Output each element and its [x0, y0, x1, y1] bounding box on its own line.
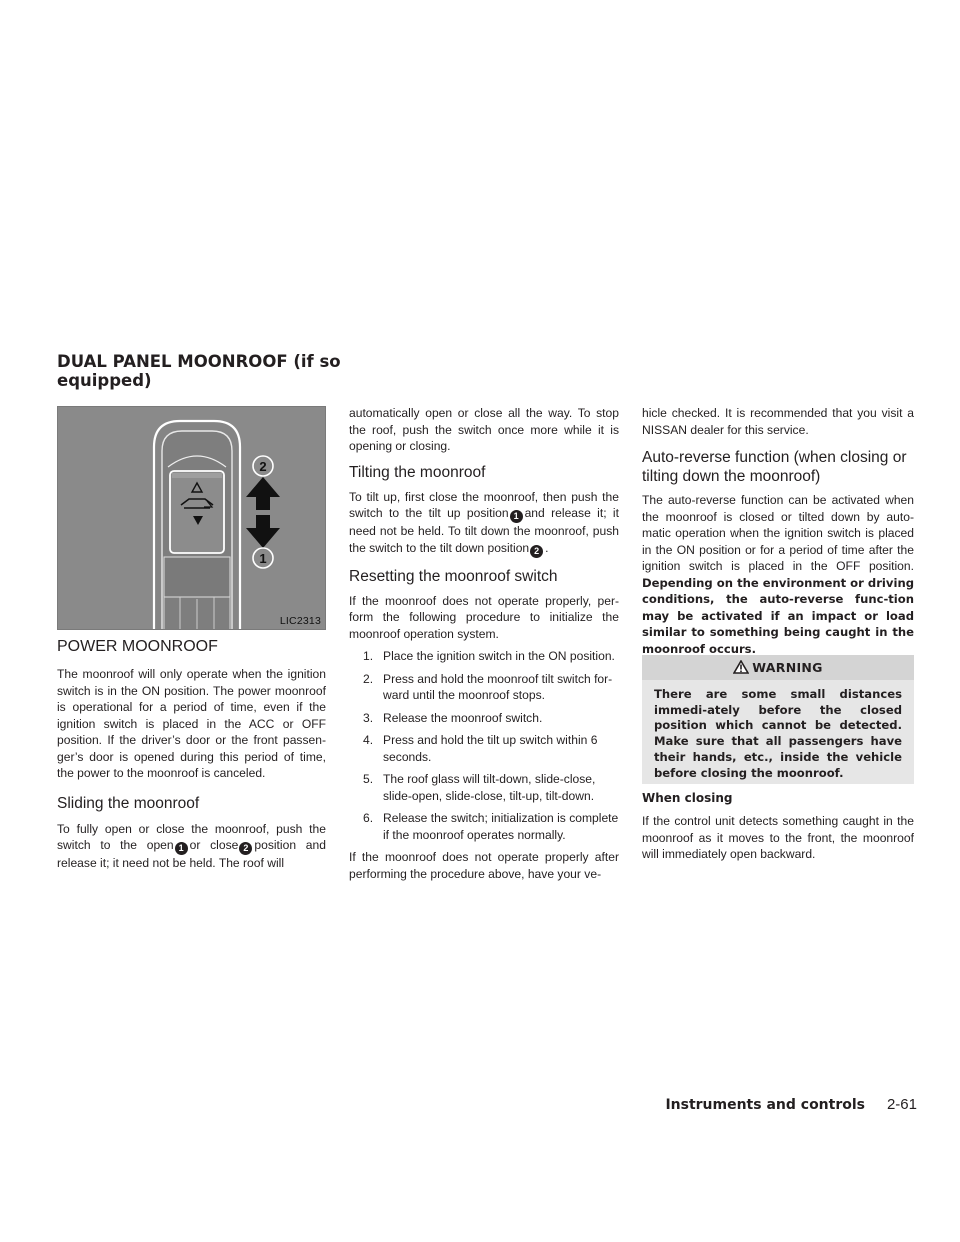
tilting-text-b: and release it; it need not be held. To tilt down the moonroof, push the switch to the tilt down position — [349, 506, 619, 555]
callout-2-inline: 2 — [239, 842, 252, 855]
page-footer — [665, 1094, 917, 1116]
reset-step — [349, 810, 619, 843]
section-title-line-1: DUAL PANEL MOONROOF (if so — [57, 352, 341, 371]
tilting-text — [349, 489, 619, 558]
warning-box — [642, 655, 914, 784]
resetting-intro: If the moonroof does not operate properly, per-form the following procedure to initialize the moonroof operation system. — [349, 593, 619, 641]
step-number: 3. — [363, 710, 374, 725]
after-steps-text: If the moonroof does not operate properly after performing the procedure above, have your ve- — [349, 850, 619, 881]
step-text: Press and hold the moonroof tilt switch for-ward until the moonroof stops. — [383, 671, 613, 702]
reset-step — [349, 648, 619, 665]
tilting-heading: Tilting the moonroof — [349, 463, 486, 481]
step-text: Release the switch; initialization is complete if the moonroof operates normally. — [383, 811, 619, 842]
step-number: 2. — [363, 671, 374, 686]
sliding-text-b: or close — [189, 838, 239, 852]
callout-1-inline: 1 — [510, 510, 523, 523]
power-moonroof-heading: POWER MOONROOF — [57, 638, 218, 655]
warning-label: WARNING — [752, 660, 823, 675]
page-number: 2-61 — [886, 1096, 917, 1113]
tilting-text-a: To tilt up, first close the moonroof, then push the switch to the tilt up position — [349, 489, 619, 520]
right-column — [642, 405, 914, 657]
reset-step — [349, 771, 619, 804]
section-title — [57, 352, 341, 390]
sliding-text — [57, 821, 326, 872]
step-text: Press and hold the tilt up switch within 6 seconds. — [383, 733, 598, 764]
step-text: The roof glass will tilt-down, slide-close, slide-open, slide-close, tilt-up, tilt-down. — [383, 772, 596, 803]
moonroof-switch-figure — [57, 406, 326, 630]
step-text: Release the moonroof switch. — [383, 710, 543, 725]
middle-column — [349, 405, 619, 882]
autoreverse-text-plain: The auto-reverse function can be activated when the moonroof is closed or tilted down by auto-matic operation when the ignition switch is placed in the ON position or for a period of time after the ignition switch is placed in the OFF position. — [642, 493, 914, 573]
step-number: 1. — [363, 649, 374, 663]
sliding-heading: Sliding the moonroof — [57, 794, 200, 812]
reset-step — [349, 732, 619, 765]
warning-triangle-icon — [733, 660, 749, 674]
moonroof-switch-illustration — [58, 407, 326, 630]
autoreverse-text — [642, 492, 914, 657]
warning-text: There are some small distances immedi-ately before the closed position which cannot be detected. Make sure that all passengers have their hands, etc., inside the vehicle before closing the moonroof. — [654, 687, 902, 780]
autoreverse-heading: Auto-reverse function (when closing or tilting down the moonroof) — [642, 449, 907, 485]
callout-2: 2 — [259, 459, 267, 474]
when-closing-section — [642, 790, 914, 863]
reset-step — [349, 710, 619, 727]
callout-1-inline: 1 — [175, 842, 188, 855]
left-column — [57, 637, 326, 872]
step-number: 4. — [363, 733, 374, 747]
when-closing-text: If the control unit detects something caught in the moonroof as it moves to the front, the moonroof will immediately open backward. — [642, 814, 914, 861]
footer-section-name: Instruments and controls — [665, 1097, 865, 1113]
tilting-text-c: . — [545, 540, 549, 555]
autoreverse-text-bold: Depending on the environment or driving conditions, the auto-reverse func-tion may be activated if an impact or load similar to something being caught in the moonroof occurs. — [642, 575, 914, 656]
callout-2-inline: 2 — [530, 545, 543, 558]
callout-1: 1 — [259, 551, 267, 566]
reset-steps-list — [349, 648, 619, 843]
sliding-continued: automatically open or close all the way. To stop the roof, push the switch once more while it is opening or closing. — [349, 406, 619, 453]
sliding-text-c: position and release it; it need not be held. The roof will — [57, 838, 326, 870]
reset-step — [349, 671, 619, 704]
step-text: Place the ignition switch in the ON position. — [383, 649, 615, 663]
warning-header — [642, 655, 914, 680]
sliding-text-a: To fully open or close the moonroof, push the switch to the open — [57, 821, 326, 852]
resetting-heading: Resetting the moonroof switch — [349, 567, 558, 585]
step-number: 5. — [363, 772, 374, 786]
figure-id: LIC2313 — [279, 615, 321, 627]
step-number: 6. — [363, 811, 374, 825]
when-closing-heading: When closing — [642, 791, 733, 805]
power-moonroof-intro: The moonroof will only operate when the ignition switch is in the ON position. The power moonroof is operational for a period of time, even if the ignition switch is placed in the ACC or OFF position. If the driver’s door or the front passen-ger’s door is opened during this period of time, the power to the moonroof is canceled. — [57, 667, 326, 780]
dealer-continued: hicle checked. It is recommended that you visit a NISSAN dealer for this service. — [642, 406, 914, 437]
section-title-line-2: equipped) — [57, 371, 152, 390]
